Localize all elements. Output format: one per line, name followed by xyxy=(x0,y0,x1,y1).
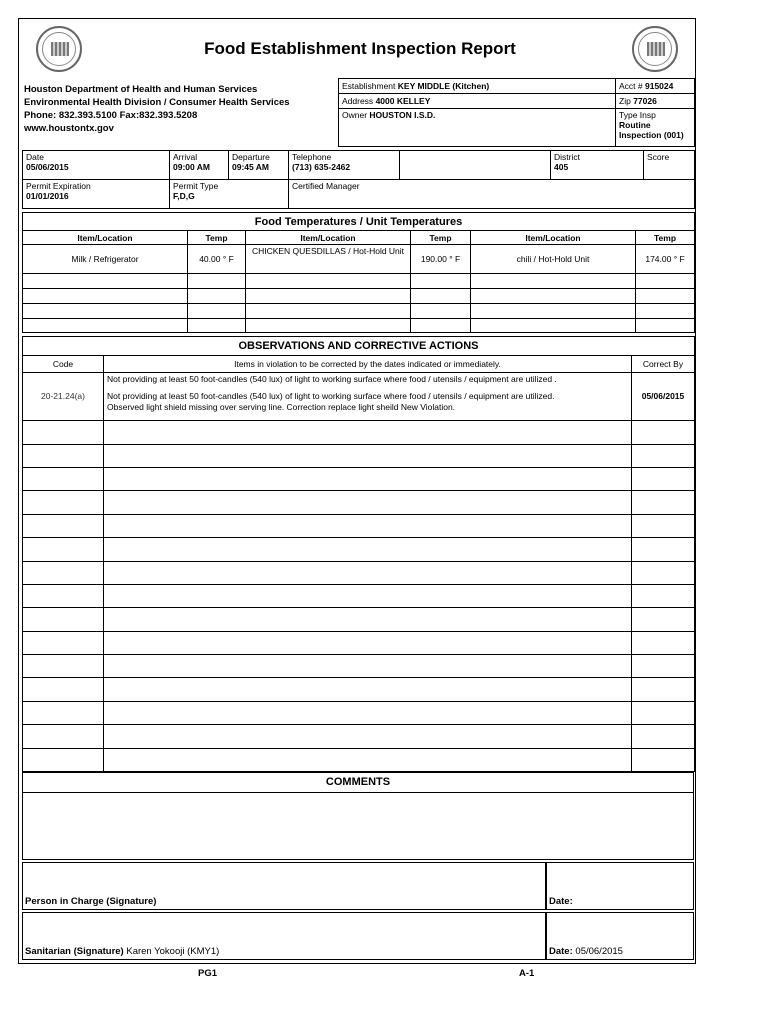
temps-col-item-1: Item/Location xyxy=(23,231,188,245)
obs-col-code: Code xyxy=(23,356,104,372)
date-label: Date xyxy=(26,152,44,162)
sanitarian-date-value: 05/06/2015 xyxy=(575,946,623,957)
owner-label: Owner xyxy=(342,110,368,120)
district-cell xyxy=(551,151,644,180)
violation-code: 20-21.24(a) xyxy=(23,372,104,421)
type-value-line2: Inspection (001) xyxy=(619,130,684,140)
violation-line2: Not providing at least 50 foot-candles (540 lux) of light to working surface where food / utensils / equipment are utilized. xyxy=(107,390,555,401)
owner-cell xyxy=(339,109,616,147)
permit-exp-label: Permit Expiration xyxy=(26,181,91,191)
temp-empty-row xyxy=(23,304,695,319)
temps-col-temp-1: Temp xyxy=(188,231,246,245)
temp-empty-row xyxy=(23,274,695,289)
telephone-cell xyxy=(289,151,400,180)
arrival-value: 09:00 AM xyxy=(173,162,211,172)
temps-col-item-3: Item/Location xyxy=(471,231,636,245)
district-value: 405 xyxy=(554,162,569,172)
arrival-label: Arrival xyxy=(173,152,198,162)
district-label: District xyxy=(554,152,580,162)
temp-value-1: 40.00 ° F xyxy=(188,245,246,274)
departure-cell xyxy=(229,151,289,180)
violation-text-cell xyxy=(104,372,632,421)
temp-item-2: CHICKEN QUESDILLAS / Hot-Hold Unit xyxy=(246,245,411,274)
city-seal-left xyxy=(36,26,82,72)
zip-value: 77026 xyxy=(633,96,657,106)
sanitarian-date-label: Date: xyxy=(549,946,573,957)
obs-empty-row xyxy=(23,631,695,654)
address-label: Address xyxy=(342,96,374,106)
certified-manager-cell xyxy=(289,180,695,209)
obs-empty-row xyxy=(23,608,695,631)
permit-type-cell xyxy=(170,180,289,209)
agency-website: www.houstontx.gov xyxy=(24,123,114,134)
obs-empty-row xyxy=(23,514,695,537)
comments-title: COMMENTS xyxy=(325,776,391,788)
date-value: 05/06/2015 xyxy=(26,162,69,172)
temps-title: Food Temperatures / Unit Temperatures xyxy=(23,213,695,231)
sanitarian-name: Karen Yokooji (KMY1) xyxy=(126,946,220,957)
score-label: Score xyxy=(647,152,670,162)
telephone-label: Telephone xyxy=(292,152,332,162)
score-cell xyxy=(644,151,695,180)
telephone-value: (713) 635-2462 xyxy=(292,162,351,172)
page-title: Food Establishment Inspection Report xyxy=(204,39,516,58)
establishment-table xyxy=(338,78,694,146)
violation-line1: Not providing at least 50 foot-candles (540 lux) of light to working surface where food / utensils / equipment are utilized . xyxy=(107,373,557,384)
temp-empty-row xyxy=(23,319,695,333)
temp-value-2: 190.00 ° F xyxy=(411,245,471,274)
obs-empty-row xyxy=(23,468,695,491)
temps-col-item-2: Item/Location xyxy=(246,231,411,245)
establishment-name: KEY MIDDLE (Kitchen) xyxy=(397,81,490,91)
temp-value-3: 174.00 ° F xyxy=(636,245,695,274)
zip-label: Zip xyxy=(619,96,631,106)
zip-cell xyxy=(616,94,695,109)
acct-label: Acct # xyxy=(619,81,643,91)
type-label: Type Insp xyxy=(619,110,656,120)
obs-empty-row xyxy=(23,701,695,724)
sanitarian-date-line xyxy=(549,946,623,957)
temp-item-1: Milk / Refrigerator xyxy=(23,245,188,274)
obs-empty-row xyxy=(23,678,695,701)
establishment-label: Establishment xyxy=(342,81,396,91)
agency-line2: Environmental Health Division / Consumer Health Services xyxy=(24,97,290,108)
obs-empty-row xyxy=(23,561,695,584)
permit-expiration-cell xyxy=(23,180,170,209)
temp-empty-row xyxy=(23,289,695,304)
form-code: A-1 xyxy=(519,968,535,979)
establishment-name-cell xyxy=(339,79,616,94)
obs-col-items: Items in violation to be corrected by the dates indicated or immediately. xyxy=(104,356,632,372)
obs-empty-row xyxy=(23,421,695,444)
obs-empty-row xyxy=(23,491,695,514)
owner-value: HOUSTON I.S.D. xyxy=(369,110,436,120)
visit-info-table xyxy=(22,150,694,208)
date-cell xyxy=(23,151,170,180)
temps-col-temp-2: Temp xyxy=(411,231,471,245)
agency-phone-fax: Phone: 832.393.5100 Fax:832.393.5208 xyxy=(24,110,198,121)
obs-empty-row xyxy=(23,444,695,467)
departure-value: 09:45 AM xyxy=(232,162,270,172)
sanitarian-signature-line xyxy=(25,946,219,957)
violation-row xyxy=(23,372,695,421)
departure-label: Departure xyxy=(232,152,270,162)
permit-exp-value: 01/01/2016 xyxy=(26,191,69,201)
agency-line1: Houston Department of Health and Human Services xyxy=(24,84,258,95)
temps-col-temp-3: Temp xyxy=(636,231,695,245)
observations-title: OBSERVATIONS AND CORRECTIVE ACTIONS xyxy=(23,337,695,356)
page-number: PG1 xyxy=(198,968,218,979)
city-seal-right xyxy=(632,26,678,72)
blank-cell xyxy=(400,151,551,180)
agency-block xyxy=(24,83,344,135)
sanitarian-label: Sanitarian (Signature) xyxy=(25,946,124,957)
observations-table xyxy=(22,336,694,772)
violation-line3: Observed light shield missing over serving line. Correction replace light sheild New Violation. xyxy=(107,401,456,412)
pic-date-label: Date: xyxy=(549,896,573,907)
comments-title-rule xyxy=(22,792,694,793)
obs-empty-row xyxy=(23,538,695,561)
inspection-type-cell xyxy=(616,109,695,147)
arrival-cell xyxy=(170,151,229,180)
violation-correct-by: 05/06/2015 xyxy=(632,372,695,421)
obs-empty-row xyxy=(23,584,695,607)
obs-col-correct-by: Correct By xyxy=(632,356,695,372)
acct-cell xyxy=(616,79,695,94)
type-value-line1: Routine xyxy=(619,120,651,130)
food-temperatures-table xyxy=(22,212,694,332)
obs-empty-row xyxy=(23,725,695,748)
permit-type-label: Permit Type xyxy=(173,181,219,191)
pic-signature-label: Person in Charge (Signature) xyxy=(25,896,157,907)
temp-item-3: chili / Hot-Hold Unit xyxy=(471,245,636,274)
acct-number: 915024 xyxy=(645,81,674,91)
permit-type-value: F,D,G xyxy=(173,191,195,201)
obs-empty-row xyxy=(23,748,695,771)
obs-empty-row xyxy=(23,655,695,678)
cert-manager-label: Certified Manager xyxy=(292,181,360,191)
address-cell xyxy=(339,94,616,109)
address-value: 4000 KELLEY xyxy=(375,96,431,106)
